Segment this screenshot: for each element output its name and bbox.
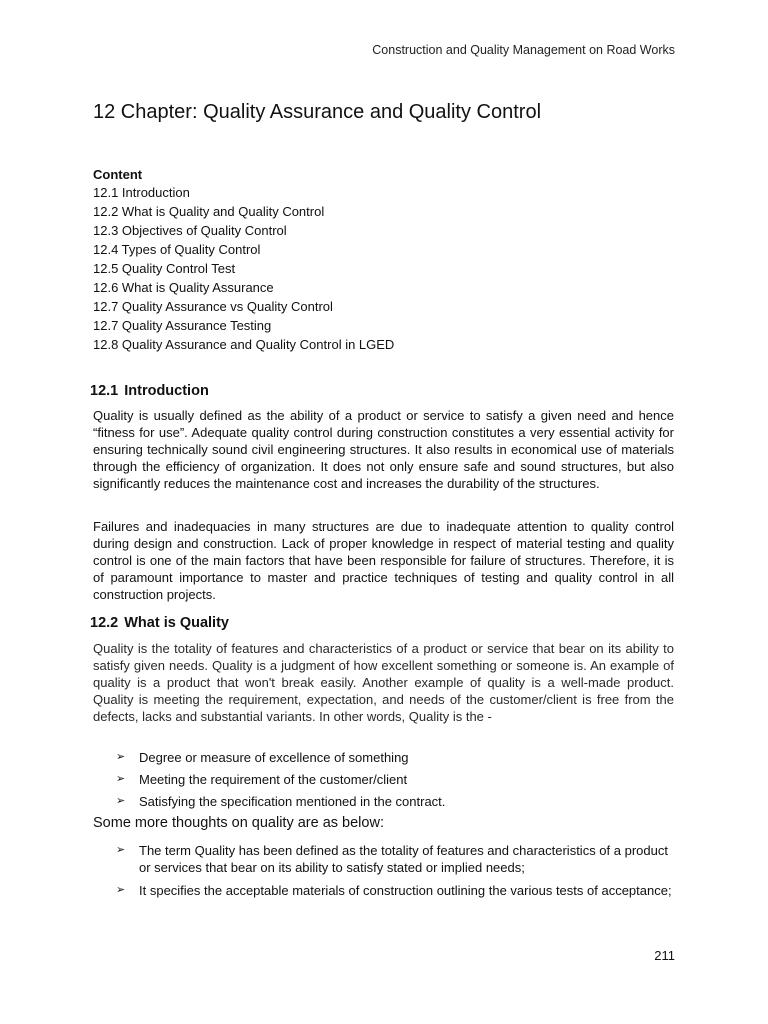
bullet-list	[93, 749, 674, 815]
section-number: 12.2	[90, 615, 119, 631]
paragraph: Quality is usually defined as the ability of a product or service to satisfy a given need and hence “fitness for use”. Adequate quality control during construction constitutes a very essential activity for ensuring technically sound civil engineering structures. It also results in economical use of materials through the efficiency of organization. It does not only ensure safe and sound structures, but also significantly reduces the maintenance cost and increases the durability of the structures.	[93, 408, 674, 491]
toc-item: 12.3 Objectives of Quality Control	[93, 223, 287, 238]
toc-item: 12.4 Types of Quality Control	[93, 242, 261, 257]
toc-item: 12.7 Quality Assurance Testing	[93, 318, 272, 333]
list-item-text: Satisfying the specification mentioned in the contract.	[139, 794, 446, 809]
toc-item: 12.8 Quality Assurance and Quality Control in LGED	[93, 337, 395, 352]
toc-item: 12.7 Quality Assurance vs Quality Control	[93, 299, 333, 314]
page-number: 211	[654, 948, 675, 963]
arrow-bullet-icon: ➢	[116, 795, 126, 807]
list-item	[93, 771, 674, 793]
bullet-list	[93, 842, 674, 905]
toc-list	[93, 183, 683, 354]
arrow-bullet-icon: ➢	[116, 884, 126, 896]
section-number: 12.1	[90, 383, 119, 399]
list-item-text: It specifies the acceptable materials of construction outlining the various tests of acceptance;	[139, 883, 672, 898]
arrow-bullet-icon: ➢	[116, 844, 126, 856]
list-item	[93, 793, 674, 815]
section-heading-introduction	[90, 383, 209, 399]
section-title: What is Quality	[124, 615, 229, 631]
chapter-title: 12 Chapter: Quality Assurance and Quality Control	[93, 101, 542, 123]
list-item	[93, 882, 674, 899]
arrow-bullet-icon: ➢	[116, 773, 126, 785]
list-item-text: The term Quality has been defined as the totality of features and characteristics of a product or services that bear on its ability to satisfy stated or implied needs;	[139, 843, 668, 875]
toc-item: 12.5 Quality Control Test	[93, 261, 236, 276]
running-header: Construction and Quality Management on Road Works	[372, 43, 675, 57]
sub-heading: Some more thoughts on quality are as below:	[93, 815, 384, 831]
toc-item: 12.6 What is Quality Assurance	[93, 280, 274, 295]
toc-item: 12.1 Introduction	[93, 185, 190, 200]
table-of-contents	[93, 166, 683, 354]
section-heading-what-is-quality	[90, 615, 229, 631]
toc-item: 12.2 What is Quality and Quality Control	[93, 204, 325, 219]
list-item-text: Degree or measure of excellence of something	[139, 750, 409, 765]
section-title: Introduction	[124, 383, 209, 399]
list-item-text: Meeting the requirement of the customer/client	[139, 772, 408, 787]
paragraph: Quality is the totality of features and characteristics of a product or service that bear on its ability to satisfy given needs. Quality is a judgment of how excellent something or someone is. An example of quality is a product that won't break easily. Another example of quality is a well-made product. Quality is meeting the requirement, expectation, and needs of the customer/client is free from the defects, lacks and substantial variants. In other words, Quality is the -	[93, 641, 674, 724]
toc-heading: Content	[93, 167, 143, 182]
list-item	[93, 749, 674, 771]
paragraph: Failures and inadequacies in many structures are due to inadequate attention to quality control during design and construction. Lack of proper knowledge in respect of material testing and quality control is one of the main factors that have been responsible for failure of structures. Therefore, it is of paramount importance to master and practice techniques of testing and quality control in all construction projects.	[93, 519, 674, 602]
arrow-bullet-icon: ➢	[116, 751, 126, 763]
list-item	[93, 842, 674, 876]
